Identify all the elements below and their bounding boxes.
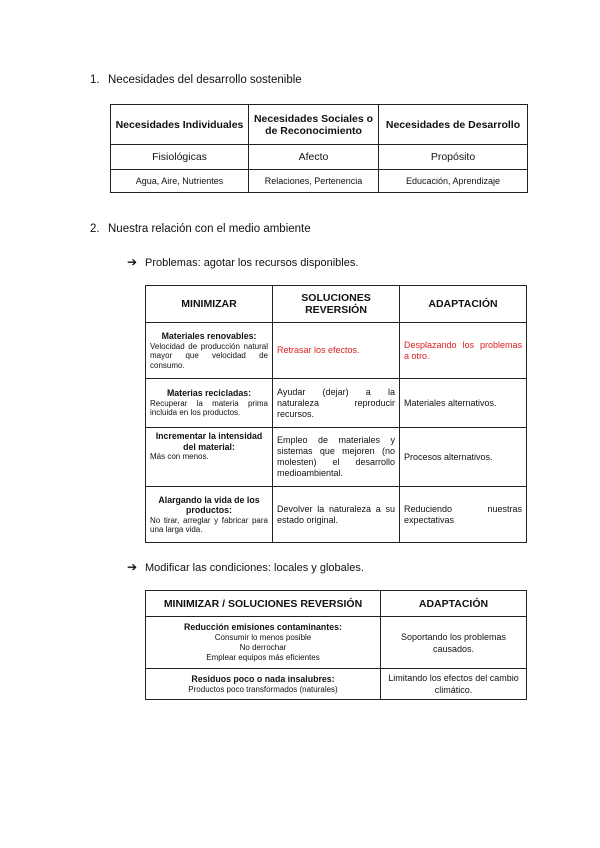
bullet-conditions — [127, 560, 364, 574]
emissions-cell — [146, 617, 381, 669]
reversion-cell: Empleo de materiales y sistemas que mejoren (no molesten) el desarrollo medioambiental. — [273, 428, 400, 487]
minimize-cell-desc: Recuperar la materia prima incluida en los productos. — [150, 398, 268, 418]
minimize-cell-title: Materias recicladas: — [166, 388, 252, 399]
adaptation-cell: Materiales alternativos. — [400, 379, 527, 428]
adaptation-cell: Soportando los problemas causados. — [381, 617, 527, 669]
minimize-cell — [146, 428, 273, 487]
adaptation-header: ADAPTACIÓN — [400, 286, 527, 323]
section-1-title: Necesidades del desarrollo sostenible — [108, 74, 302, 86]
minimize-cell-title: Alargando la vida de los productos: — [158, 494, 260, 515]
reversion-cell: Devolver la naturaleza a su estado original. — [273, 487, 400, 543]
needs-cell: Educación, Aprendizaje — [379, 170, 528, 193]
bullet-conditions-text: Modificar las condiciones: locales y globales. — [145, 562, 364, 574]
minimize-cell-title: Incrementar la intensidad del material: — [155, 431, 263, 452]
table-row — [146, 617, 527, 669]
waste-cell — [146, 669, 381, 700]
emissions-cell-line: Emplear equipos más eficientes — [206, 653, 320, 662]
section-2-title: Nuestra relación con el medio ambiente — [108, 223, 311, 235]
minimize-reversion-header: MINIMIZAR / SOLUCIONES REVERSIÓN — [146, 591, 381, 617]
adaptation-cell: Desplazando los problemas a otro. — [400, 323, 527, 379]
needs-header-development: Necesidades de Desarrollo — [379, 105, 528, 145]
adaptation-cell: Reduciendo nuestras expectativas — [400, 487, 527, 543]
bullet-problems — [127, 255, 358, 269]
right-arrow-icon: ➔ — [127, 560, 138, 574]
minimize-cell-title: Materiales renovables: — [161, 331, 257, 341]
section-1-heading — [90, 74, 302, 86]
section-1-number: 1. — [90, 74, 100, 86]
needs-header-individual: Necesidades Individuales — [111, 105, 249, 145]
emissions-cell-line: Consumir lo menos posible — [214, 633, 312, 642]
table-row — [146, 487, 527, 543]
reversion-cell: Retrasar los efectos. — [273, 323, 400, 379]
right-arrow-icon: ➔ — [127, 255, 138, 269]
needs-cell: Agua, Aire, Nutrientes — [111, 170, 249, 193]
minimize-header: MINIMIZAR — [146, 286, 273, 323]
emissions-cell-line: No derrochar — [239, 643, 287, 652]
table-row — [146, 379, 527, 428]
needs-table — [110, 104, 528, 193]
table-row — [146, 323, 527, 379]
bullet-problems-text: Problemas: agotar los recursos disponibles. — [145, 257, 359, 269]
needs-cell: Afecto — [249, 145, 379, 170]
adaptation-cell: Procesos alternativos. — [400, 428, 527, 487]
adaptation-cell: Limitando los efectos del cambio climático. — [381, 669, 527, 700]
emissions-table — [145, 590, 527, 700]
minimize-cell-desc: Velocidad de producción natural mayor que velocidad de consumo. — [150, 341, 268, 370]
minimize-cell — [146, 323, 273, 379]
needs-header-social: Necesidades Sociales o de Reconocimiento — [249, 105, 379, 145]
minimize-cell-desc: Más con menos. — [150, 452, 209, 461]
waste-cell-title: Residuos poco o nada insalubres: — [191, 673, 335, 684]
adaptation-header: ADAPTACIÓN — [381, 591, 527, 617]
table-row — [146, 428, 527, 487]
minimize-cell — [146, 379, 273, 428]
needs-cell: Propósito — [379, 145, 528, 170]
needs-cell: Fisiológicas — [111, 145, 249, 170]
minimize-cell-desc: No tirar, arreglar y fabricar para una larga vida. — [150, 515, 268, 534]
reversion-header: SOLUCIONES REVERSIÓN — [273, 286, 400, 323]
waste-cell-line: Productos poco transformados (naturales) — [188, 684, 338, 694]
section-2-number: 2. — [90, 223, 100, 235]
minimize-cell — [146, 487, 273, 543]
emissions-cell-title: Reducción emisiones contaminantes: — [184, 622, 342, 632]
minimize-table — [145, 285, 527, 543]
section-2-heading — [90, 223, 311, 235]
needs-cell: Relaciones, Pertenencia — [249, 170, 379, 193]
reversion-cell: Ayudar (dejar) a la naturaleza reproducir recursos. — [273, 379, 400, 428]
table-row — [146, 669, 527, 700]
